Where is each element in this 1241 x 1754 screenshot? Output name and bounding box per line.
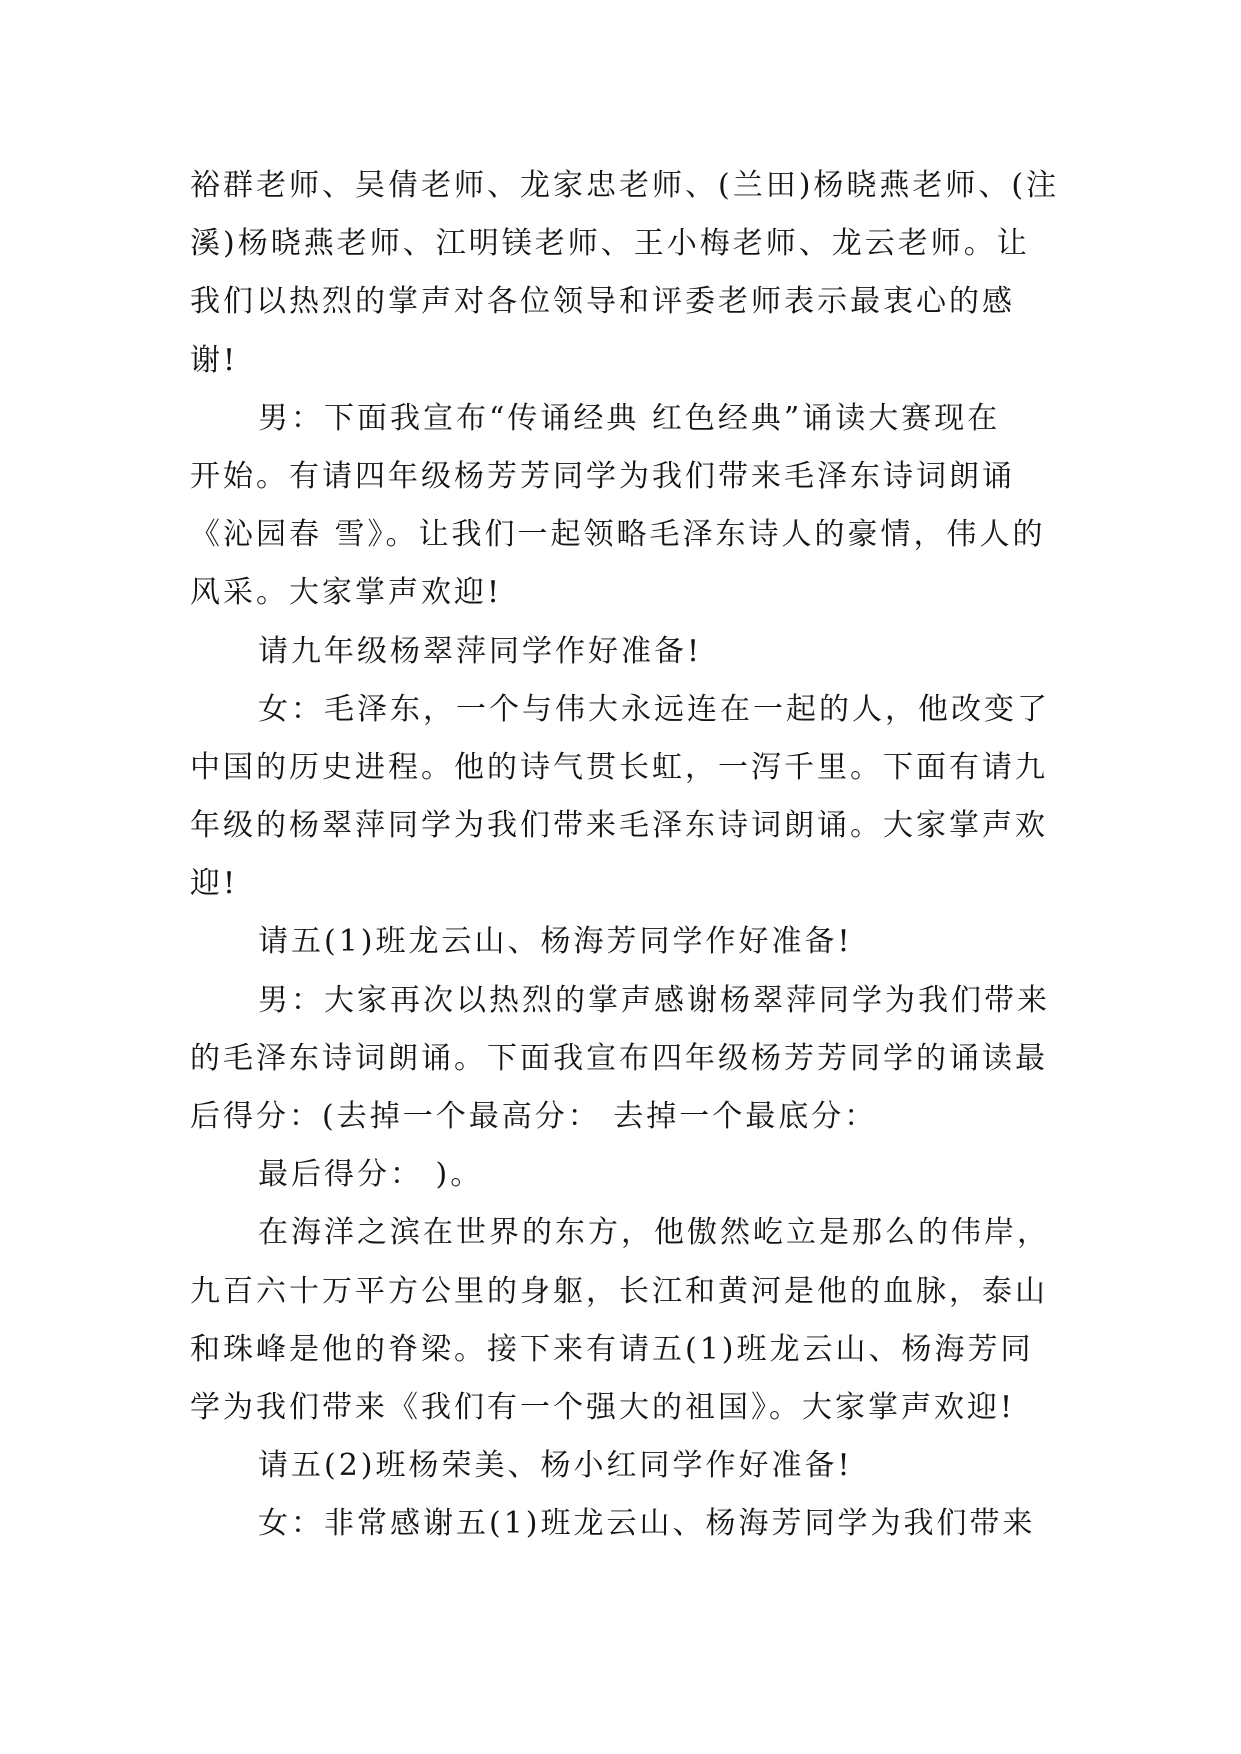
text-line: 男：大家再次以热烈的掌声感谢杨翠萍同学为我们带来 bbox=[258, 982, 1050, 1018]
text-line: 风采。大家掌声欢迎! bbox=[190, 575, 503, 611]
text-line: 最后得分： )。 bbox=[258, 1157, 484, 1193]
text-line: 请五(2)班杨荣美、杨小红同学作好准备! bbox=[258, 1448, 853, 1484]
text-line: 《沁园春 雪》。让我们一起领略毛泽东诗人的豪情，伟人的 bbox=[190, 517, 1046, 553]
text-line: 请九年级杨翠萍同学作好准备! bbox=[258, 633, 703, 669]
text-line: 女：非常感谢五(1)班龙云山、杨海芳同学为我们带来 bbox=[258, 1506, 1036, 1542]
text-line: 学为我们带来《我们有一个强大的祖国》。大家掌声欢迎! bbox=[190, 1389, 1016, 1425]
text-line: 男：下面我宣布“传诵经典 红色经典”诵读大赛现在 bbox=[258, 400, 1001, 436]
text-line: 溪)杨晓燕老师、江明镁老师、王小梅老师、龙云老师。让 bbox=[190, 226, 1030, 262]
text-line: 中国的历史进程。他的诗气贯长虹，一泻千里。下面有请九 bbox=[190, 749, 1048, 785]
text-line: 的毛泽东诗词朗诵。下面我宣布四年级杨芳芳同学的诵读最 bbox=[190, 1040, 1048, 1076]
text-line: 请五(1)班龙云山、杨海芳同学作好准备! bbox=[258, 924, 853, 960]
text-line: 谢! bbox=[190, 342, 239, 378]
body-text bbox=[190, 157, 1070, 1554]
text-line: 裕群老师、吴倩老师、龙家忠老师、(兰田)杨晓燕老师、(注 bbox=[190, 168, 1060, 203]
text-line: 迎! bbox=[190, 866, 239, 902]
text-line: 开始。有请四年级杨芳芳同学为我们带来毛泽东诗词朗诵 bbox=[190, 458, 1015, 494]
text-line: 和珠峰是他的脊梁。接下来有请五(1)班龙云山、杨海芳同 bbox=[190, 1331, 1034, 1367]
text-line: 后得分：(去掉一个最高分： 去掉一个最底分： bbox=[190, 1099, 878, 1134]
text-line: 在海洋之滨在世界的东方，他傲然屹立是那么的伟岸， bbox=[258, 1215, 1050, 1251]
text-line: 我们以热烈的掌声对各位领导和评委老师表示最衷心的感 bbox=[190, 284, 1015, 320]
text-line: 女：毛泽东，一个与伟大永远连在一起的人，他改变了 bbox=[258, 691, 1050, 727]
text-line: 年级的杨翠萍同学为我们带来毛泽东诗词朗诵。大家掌声欢 bbox=[190, 808, 1048, 844]
text-line: 九百六十万平方公里的身躯，长江和黄河是他的血脉，泰山 bbox=[190, 1273, 1048, 1309]
